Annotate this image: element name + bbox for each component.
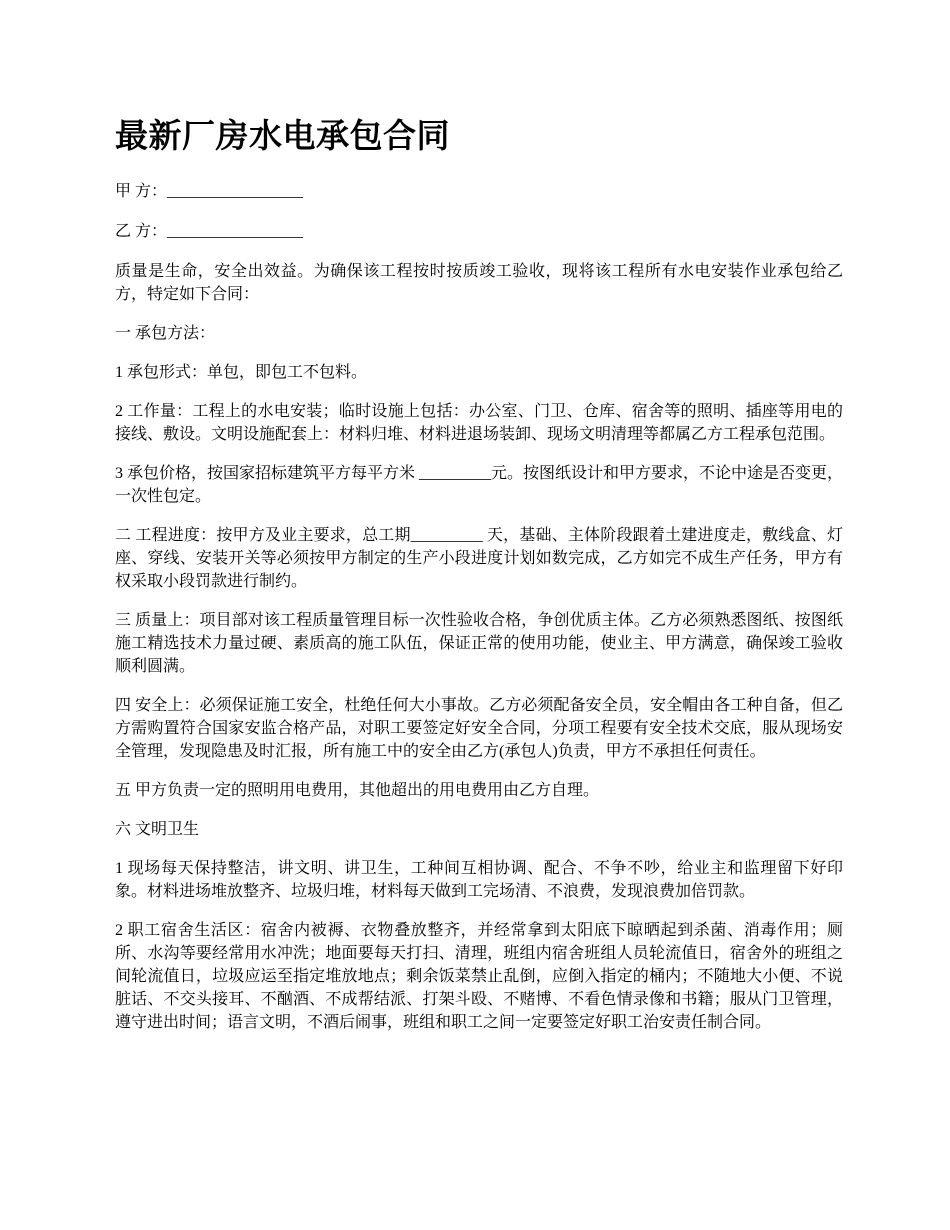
document-page bbox=[115, 110, 843, 1050]
party-a-line: 甲 方：_________________ bbox=[115, 183, 304, 200]
clause-contract-form: 1 承包形式：单包，即包工不包料。 bbox=[115, 364, 368, 381]
section-heading-contract-method: 一 承包方法： bbox=[115, 325, 216, 342]
intro-paragraph: 质量是生命，安全出效益。为确保该工程按时按质竣工验收，现将该工程所有水电安装作业承包给乙方，特定如下合同： bbox=[115, 263, 843, 303]
section-schedule: 二 工程进度：按甲方及业主要求，总工期_________ 天，基础、主体阶段跟着土建进度走，敷线盒、灯座、穿线、安装开关等必须按甲方制定的生产小段进度计划如数完成，乙方如完不成生产任务，甲方有权采取小段罚款进行制约。 bbox=[115, 527, 843, 590]
section-heading-hygiene: 六 文明卫生 bbox=[115, 821, 200, 838]
clause-contract-price: 3 承包价格，按国家招标建筑平方每平方米 _________元。按图纸设计和甲方要求，不论中途是否变更，一次性包定。 bbox=[115, 465, 844, 505]
clause-site-cleanliness: 1 现场每天保持整洁，讲文明、讲卫生，工种间互相协调、配合、不争不吵，给业主和监理留下好印象。材料进场堆放整齐、垃圾归堆，材料每天做到工完场清、不浪费，发现浪费加倍罚款。 bbox=[115, 860, 843, 900]
clause-dormitory: 2 职工宿舍生活区：宿舍内被褥、衣物叠放整齐，并经常拿到太阳底下晾晒起到杀菌、消毒作用；厕所、水沟等要经常用水冲洗；地面要每天打扫、清理，班组内宿舍班组人员轮流值日，宿舍外的班组之间轮流值日，垃圾应运至指定堆放地点；剩余饭菜禁止乱倒，应倒入指定的桶内；不随地大小便、不说脏话、不交头接耳、不酗酒、不成帮结派、打架斗殴、不赌博、不看色情录像和书籍；服从门卫管理，遵守进出时间；语言文明，不酒后闹事，班组和职工之间一定要签定好职工治安责任制合同。 bbox=[115, 922, 843, 1031]
section-safety: 四 安全上：必须保证施工安全，杜绝任何大小事故。乙方必须配备安全员，安全帽由各工种自备，但乙方需购置符合国家安监合格产品，对职工要签定好安全合同，分项工程要有安全技术交底，服从现场安全管理，发现隐患及时汇报，所有施工中的安全由乙方(承包人)负责，甲方不承担任何责任。 bbox=[115, 697, 843, 760]
clause-workload: 2 工作量：工程上的水电安装；临时设施上包括：办公室、门卫、仓库、宿舍等的照明、插座等用电的接线、敷设。文明设施配套上：材料归堆、材料进退场装卸、现场文明清理等都属乙方工程承包范围。 bbox=[115, 403, 843, 443]
document-title: 最新厂房水电承包合同 bbox=[115, 116, 450, 155]
section-quality: 三 质量上：项目部对该工程质量管理目标一次性验收合格，争创优质主体。乙方必须熟悉图纸、按图纸施工精选技术力量过硬、素质高的施工队伍，保证正常的使用功能，使业主、甲方满意，确保竣工验收顺利圆满。 bbox=[115, 612, 843, 675]
party-b-line: 乙 方：_________________ bbox=[115, 223, 304, 240]
section-electricity-cost: 五 甲方负责一定的照明用电费用，其他超出的用电费用由乙方自理。 bbox=[115, 782, 600, 799]
